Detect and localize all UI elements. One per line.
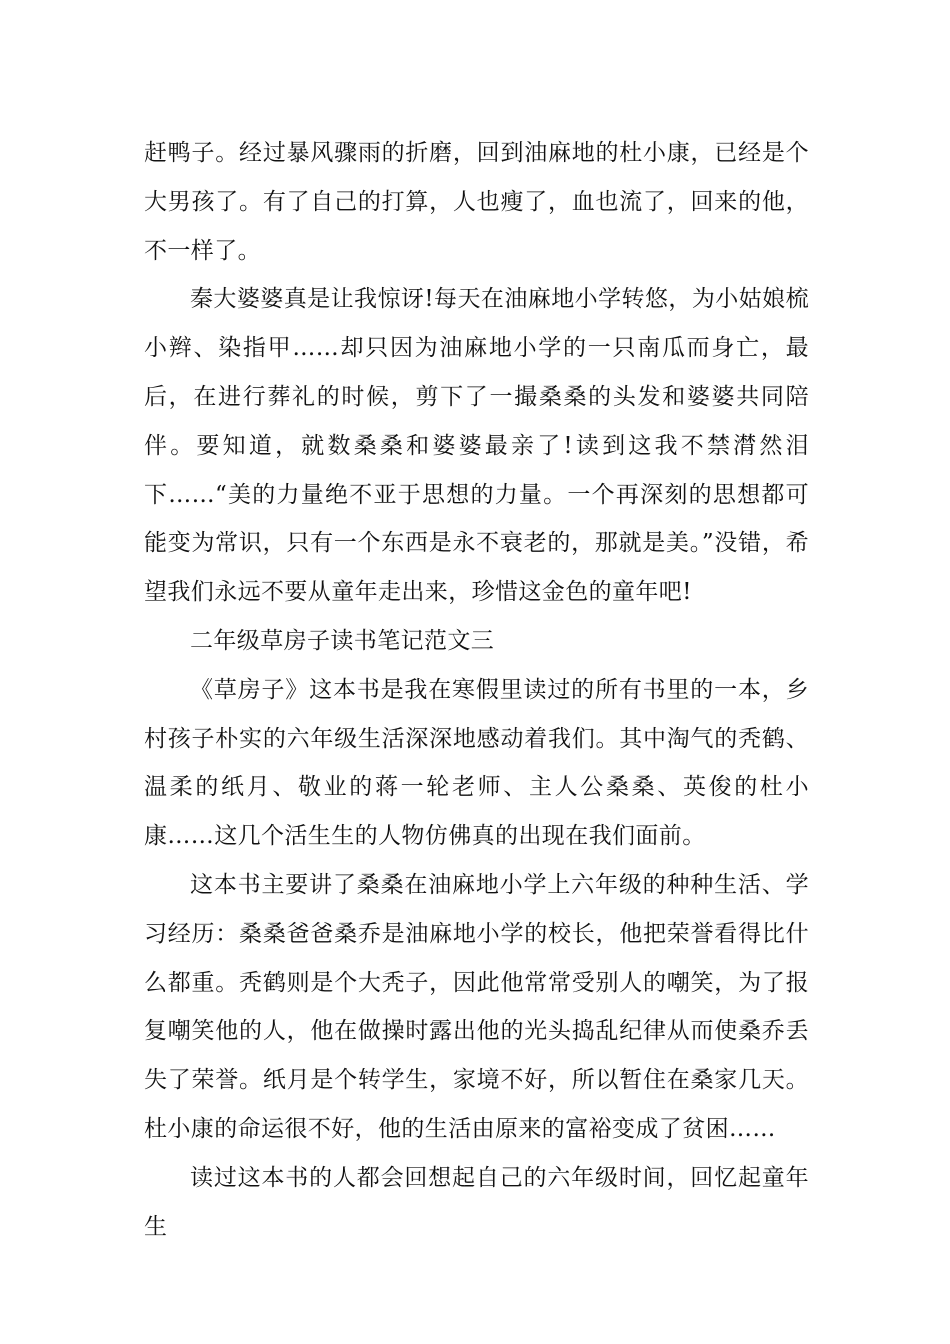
document-page	[144, 129, 809, 1251]
paragraph-qin-granny: 秦大婆婆真是让我惊讶!每天在油麻地小学转悠，为小姑娘梳小辫、染指甲……却只因为油麻地小学的一只南瓜而身亡，最后，在进行葬礼的时候，剪下了一撮桑桑的头发和婆婆共同陪伴。要知道，就数桑桑和婆婆最亲了!读到这我不禁潸然泪下……“美的力量绝不亚于思想的力量。一个再深刻的思想都可能变为常识，只有一个东西是永不衰老的，那就是美。”没错，希望我们永远不要从童年走出来，珍惜这金色的童年吧!	[144, 286, 809, 606]
paragraph-continued: 赶鸭子。经过暴风骤雨的折磨，回到油麻地的杜小康，已经是个大男孩了。有了自己的打算，人也瘦了，血也流了，回来的他，不一样了。	[144, 140, 809, 264]
paragraph-book-intro: 《草房子》这本书是我在寒假里读过的所有书里的一本，乡村孩子朴实的六年级生活深深地感动着我们。其中淘气的秃鹤、温柔的纸月、敬业的蒋一轮老师、主人公桑桑、英俊的杜小康……这几个活生生的人物仿佛真的出现在我们面前。	[144, 676, 809, 850]
paragraph-plot-summary: 这本书主要讲了桑桑在油麻地小学上六年级的种种生活、学习经历：桑桑爸爸桑乔是油麻地小学的校长，他把荣誉看得比什么都重。秃鹤则是个大秃子，因此他常常受别人的嘲笑，为了报复嘲笑他的人，他在做操时露出他的光头捣乱纪律从而使桑乔丢失了荣誉。纸月是个转学生，家境不好，所以暂住在桑家几天。杜小康的命运很不好，他的生活由原来的富裕变成了贫困……	[144, 871, 809, 1142]
paragraph-reflection: 读过这本书的人都会回想起自己的六年级时间，回忆起童年生	[144, 1164, 809, 1240]
section-heading: 二年级草房子读书笔记范文三	[190, 627, 495, 654]
